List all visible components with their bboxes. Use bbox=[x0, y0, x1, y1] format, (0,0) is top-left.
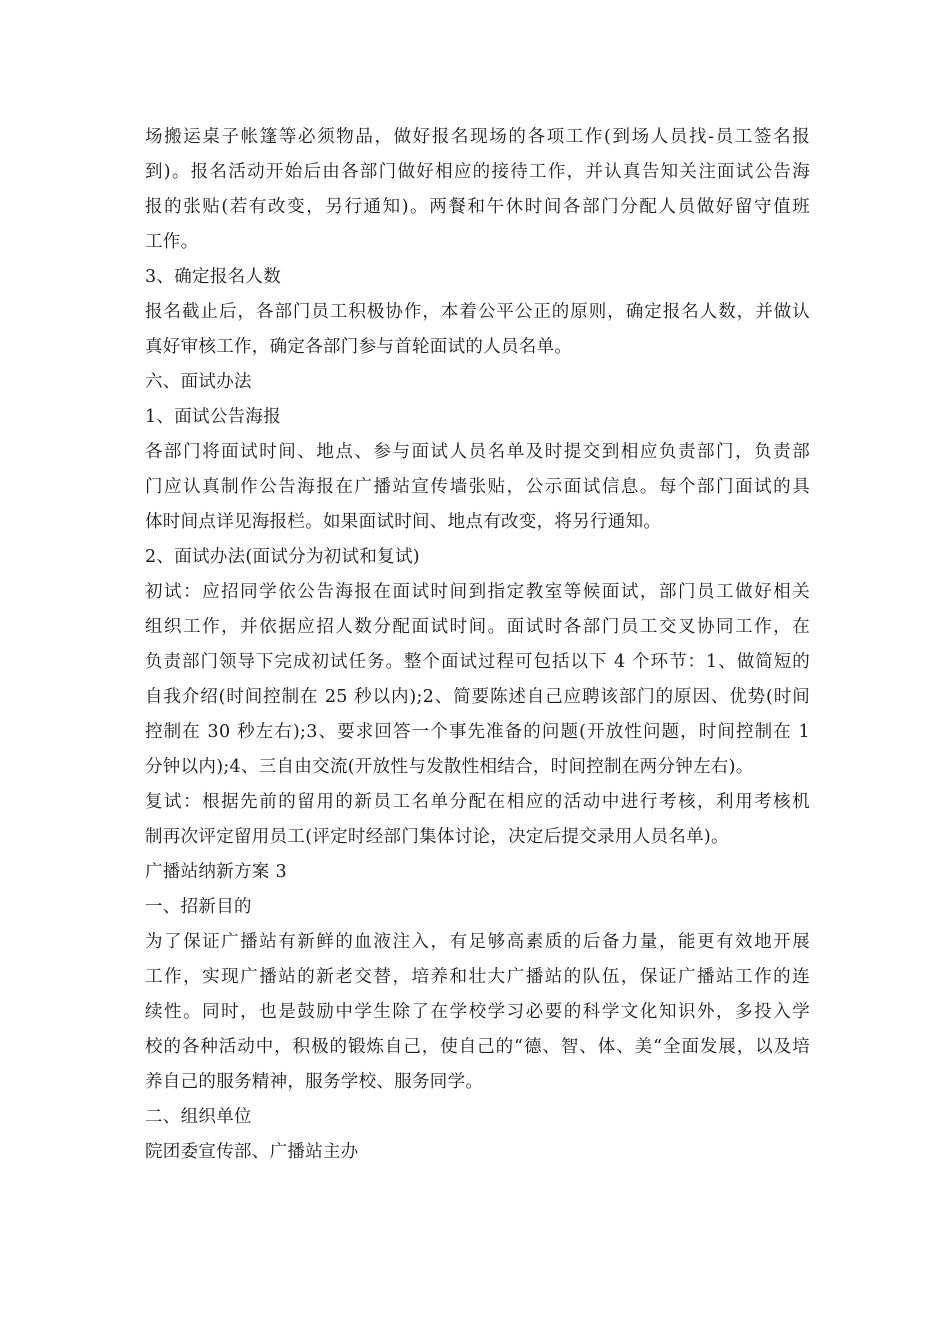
body-paragraph bbox=[145, 120, 810, 260]
body-paragraph bbox=[145, 925, 810, 1100]
text-line: 工作。 bbox=[145, 232, 199, 252]
text-line: 到)。报名活动开始后由各部门做好相应的接待工作，并认真告知关注面试公告海 bbox=[145, 162, 810, 182]
text-line: 门应认真制作公告海报在广播站宣传墙张贴，公示面试信息。每个部门面试的具 bbox=[145, 477, 810, 497]
text-line: 一、招新目的 bbox=[145, 897, 252, 917]
body-paragraph bbox=[145, 785, 810, 855]
text-line: 校的各种活动中，积极的锻炼自己，使自己的“德、智、体、美“全面发展，以及培 bbox=[145, 1037, 810, 1057]
body-paragraph bbox=[145, 295, 810, 365]
text-line: 控制在 30 秒左右);3、要求回答一个事先准备的问题(开放性问题，时间控制在 1 bbox=[145, 722, 810, 742]
section-heading bbox=[145, 365, 810, 400]
section-heading bbox=[145, 1100, 810, 1135]
text-line: 1、面试公告海报 bbox=[145, 407, 282, 427]
text-line: 自我介绍(时间控制在 25 秒以内);2、简要陈述自己应聘该部门的原因、优势(时间 bbox=[145, 687, 810, 707]
text-line: 分钟以内);4、三自由交流(开放性与发散性相结合，时间控制在两分钟左右)。 bbox=[145, 757, 754, 777]
body-paragraph bbox=[145, 575, 810, 785]
text-line: 真好审核工作，确定各部门参与首轮面试的人员名单。 bbox=[145, 337, 573, 357]
body-paragraph bbox=[145, 1135, 810, 1170]
text-line: 续性。同时，也是鼓励中学生除了在学校学习必要的科学文化知识外，多投入学 bbox=[145, 1002, 810, 1022]
text-line: 为了保证广播站有新鲜的血液注入，有足够高素质的后备力量，能更有效地开展 bbox=[145, 932, 810, 952]
text-line: 3、确定报名人数 bbox=[145, 267, 282, 287]
text-line: 六、面试办法 bbox=[145, 372, 252, 392]
section-heading bbox=[145, 260, 810, 295]
section-heading bbox=[145, 540, 810, 575]
text-line: 院团委宣传部、广播站主办 bbox=[145, 1142, 359, 1162]
text-line: 工作，实现广播站的新老交替，培养和壮大广播站的队伍，保证广播站工作的连 bbox=[145, 967, 810, 987]
text-line: 报名截止后，各部门员工积极协作，本着公平公正的原则，确定报名人数，并做认 bbox=[145, 302, 810, 322]
text-line: 组织工作，并依据应招人数分配面试时间。面试时各部门员工交叉协同工作，在 bbox=[145, 617, 810, 637]
text-line: 制再次评定留用员工(评定时经部门集体讨论，决定后提交录用人员名单)。 bbox=[145, 827, 729, 847]
text-line: 广播站纳新方案 3 bbox=[145, 862, 287, 882]
text-line: 各部门将面试时间、地点、参与面试人员名单及时提交到相应负责部门，负责部 bbox=[145, 442, 810, 462]
text-line: 报的张贴(若有改变，另行通知)。两餐和午休时间各部门分配人员做好留守值班 bbox=[145, 197, 810, 217]
text-line: 场搬运桌子帐篷等必须物品，做好报名现场的各项工作(到场人员找-员工签名报 bbox=[145, 127, 810, 147]
section-heading bbox=[145, 855, 810, 890]
document-body bbox=[145, 120, 810, 1170]
text-line: 体时间点详见海报栏。如果面试时间、地点有改变，将另行通知。 bbox=[145, 512, 662, 532]
body-paragraph bbox=[145, 435, 810, 540]
text-line: 养自己的服务精神，服务学校、服务同学。 bbox=[145, 1072, 484, 1092]
text-line: 2、面试办法(面试分为初试和复试) bbox=[145, 547, 420, 567]
text-line: 复试：根据先前的留用的新员工名单分配在相应的活动中进行考核，利用考核机 bbox=[145, 792, 810, 812]
text-line: 初试：应招同学依公告海报在面试时间到指定教室等候面试，部门员工做好相关 bbox=[145, 582, 810, 602]
section-heading bbox=[145, 400, 810, 435]
section-heading bbox=[145, 890, 810, 925]
text-line: 负责部门领导下完成初试任务。整个面试过程可包括以下 4 个环节：1、做简短的 bbox=[145, 652, 810, 672]
text-line: 二、组织单位 bbox=[145, 1107, 252, 1127]
